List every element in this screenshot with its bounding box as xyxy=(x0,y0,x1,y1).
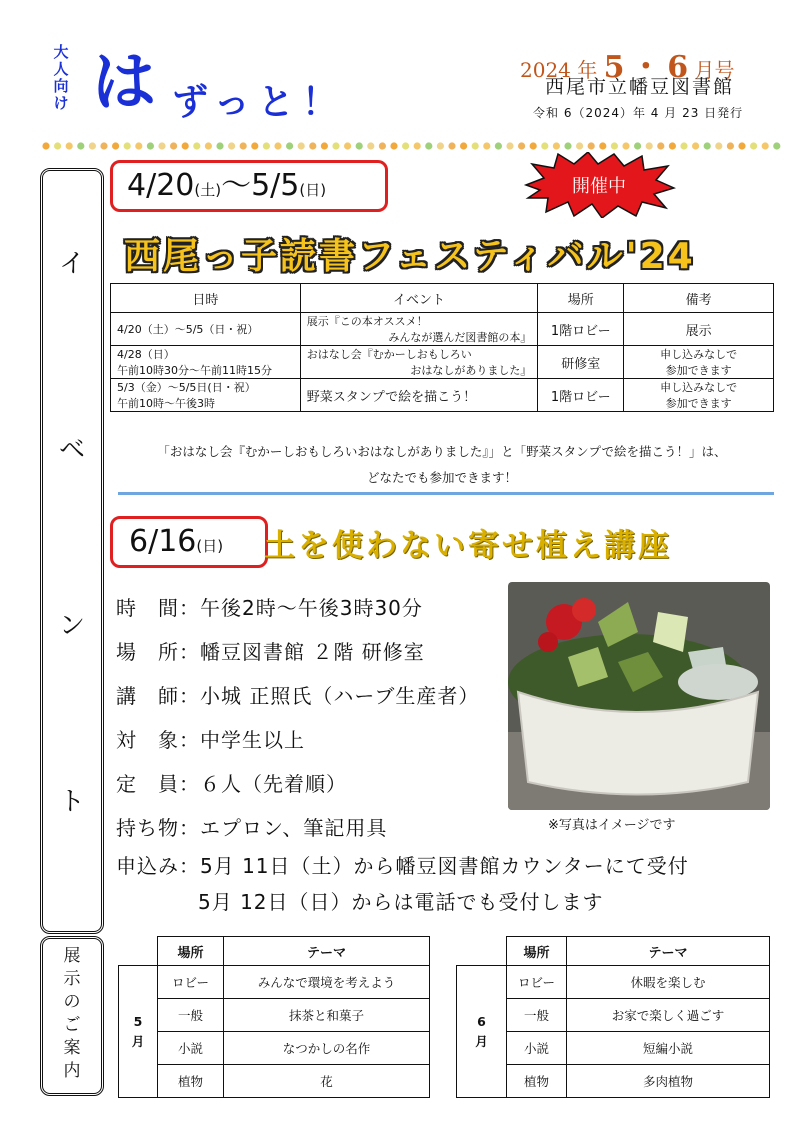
month-label: 5月 xyxy=(131,1013,145,1049)
decor-dot xyxy=(309,142,316,149)
detail-value: ６人（先着順） xyxy=(200,772,347,796)
decor-dot xyxy=(425,142,432,149)
newsletter-title-big: は xyxy=(92,45,156,120)
decor-dot xyxy=(263,142,270,149)
cell-place: 研修室 xyxy=(538,346,624,379)
apply-line-2: 5月 12日（日）からは電話でも受付します xyxy=(198,890,604,914)
decor-dot xyxy=(588,142,595,149)
decor-dot xyxy=(541,142,548,149)
exhibit-side-label xyxy=(43,945,101,1083)
decor-dot xyxy=(240,142,247,149)
decor-dot xyxy=(182,142,189,149)
cell-event: 野菜スタンプで絵を描こう！ xyxy=(300,379,538,412)
side-char: 案 xyxy=(63,1038,81,1058)
detail-value: 中学生以上 xyxy=(200,728,305,752)
decor-dot xyxy=(646,142,653,149)
cell-note xyxy=(624,346,774,379)
detail-label: 場 所： xyxy=(116,640,200,664)
target-audience-label: 大人向け xyxy=(53,43,69,112)
festival-note-line-1: 「おはなし会『むかーしおもしろいおはなしがありました』」と「野菜スタンプで絵を描こう！」は、 xyxy=(157,444,727,459)
decor-dot xyxy=(66,142,73,149)
decor-dot xyxy=(576,142,583,149)
side-char: イ xyxy=(58,249,85,279)
month-label: 6月 xyxy=(475,1013,488,1049)
cell-theme: お家で楽しく過ごす xyxy=(567,999,770,1032)
issue-dot: ・ xyxy=(630,50,661,85)
decor-dot xyxy=(89,142,96,149)
decor-dot xyxy=(77,142,84,149)
blank-corner xyxy=(457,937,507,966)
detail-bring xyxy=(116,812,387,841)
apply-line-1 xyxy=(116,850,689,879)
note-text: 申し込みなしで xyxy=(660,381,738,394)
decor-dot xyxy=(158,142,165,149)
detail-value: エプロン、筆記用具 xyxy=(200,816,388,840)
festival-date-box xyxy=(110,160,388,212)
side-char: 内 xyxy=(63,1061,81,1081)
exhibit-table-june xyxy=(456,936,770,1098)
column-header: テーマ xyxy=(224,937,430,966)
date-text: ～5/5 xyxy=(221,168,300,203)
detail-place xyxy=(116,636,425,665)
decor-dot xyxy=(599,142,606,149)
decor-dot xyxy=(495,142,502,149)
cell-place: ロビー xyxy=(158,966,224,999)
column-header: 日時 xyxy=(111,284,301,313)
cell-theme: なつかしの名作 xyxy=(224,1032,430,1065)
cell-note xyxy=(624,379,774,412)
column-header: 場所 xyxy=(158,937,224,966)
side-char: ト xyxy=(58,787,85,817)
cell-place: 植物 xyxy=(507,1065,567,1098)
detail-label: 申込み： xyxy=(116,854,200,878)
decor-dot xyxy=(692,142,699,149)
table-row xyxy=(111,313,774,346)
course-date-box xyxy=(110,516,268,568)
table-row xyxy=(119,966,430,999)
decor-dot xyxy=(564,142,571,149)
date-text: 6/16 xyxy=(129,524,197,559)
decor-dot xyxy=(518,142,525,149)
decor-dot xyxy=(193,142,200,149)
decor-dot xyxy=(321,142,328,149)
festival-title: 西尾っ子読書フェスティバル'24 xyxy=(124,236,696,277)
decor-dot xyxy=(448,142,455,149)
cell-note: 展示 xyxy=(624,313,774,346)
side-char: 展 xyxy=(63,946,81,966)
date-day: (日) xyxy=(299,181,327,199)
cell-theme: みんなで環境を考えよう xyxy=(224,966,430,999)
decor-dot xyxy=(42,142,49,149)
month-cell xyxy=(119,966,158,1098)
decor-dot xyxy=(402,142,409,149)
ongoing-badge xyxy=(522,152,676,218)
decor-dot xyxy=(414,142,421,149)
column-header: 場所 xyxy=(538,284,624,313)
decor-dot xyxy=(274,142,281,149)
decor-dot xyxy=(750,142,757,149)
decor-dot xyxy=(379,142,386,149)
decor-dot xyxy=(228,142,235,149)
cell-theme: 抹茶と和菓子 xyxy=(224,999,430,1032)
decor-dot xyxy=(124,142,131,149)
detail-value: 5月 11日（土）から幡豆図書館カウンターにて受付 xyxy=(200,854,689,878)
dotted-divider xyxy=(40,140,792,152)
detail-label: 持ち物： xyxy=(116,816,200,840)
cell-place: 植物 xyxy=(158,1065,224,1098)
event-text: おはなしがありました』 xyxy=(410,364,532,377)
issue-year: 2024 年 xyxy=(520,58,598,82)
library-name: 西尾市立幡豆図書館 xyxy=(545,76,735,98)
side-char: の xyxy=(63,992,81,1012)
decor-dot xyxy=(135,142,142,149)
table-header-row xyxy=(457,937,770,966)
decor-dot xyxy=(483,142,490,149)
cell-place: 一般 xyxy=(507,999,567,1032)
detail-label: 時 間： xyxy=(116,596,200,620)
event-side-banner xyxy=(40,168,104,934)
decor-dot xyxy=(530,142,537,149)
detail-target xyxy=(116,724,305,753)
detail-label: 対 象： xyxy=(116,728,200,752)
decor-dot xyxy=(657,142,664,149)
detail-lecturer xyxy=(116,680,479,709)
decor-dot xyxy=(472,142,479,149)
detail-label: 定 員： xyxy=(116,772,200,796)
table-row xyxy=(111,346,774,379)
event-text: おはなし会『むかーしおもしろい xyxy=(306,348,472,361)
time-text: 午前10時30分～午前11時15分 xyxy=(117,364,272,377)
exhibit-side-banner xyxy=(40,936,104,1096)
photo-caption: ※写真はイメージです xyxy=(548,818,676,833)
exhibit-table-may xyxy=(118,936,430,1098)
decor-dot xyxy=(506,142,513,149)
decor-dot xyxy=(622,142,629,149)
cell-place: 小説 xyxy=(507,1032,567,1065)
column-header: テーマ xyxy=(567,937,770,966)
table-header-row xyxy=(119,937,430,966)
decor-dot xyxy=(100,142,107,149)
date-text: 4/28（日） xyxy=(117,348,175,361)
cell-theme: 休暇を楽しむ xyxy=(567,966,770,999)
side-char: ン xyxy=(58,611,85,641)
decor-dot xyxy=(669,142,676,149)
side-char: ご xyxy=(63,1015,81,1035)
cell-theme: 短編小説 xyxy=(567,1032,770,1065)
note-text: 参加できます xyxy=(665,364,732,377)
blank-corner xyxy=(119,937,158,966)
decor-dot xyxy=(216,142,223,149)
column-header: イベント xyxy=(300,284,538,313)
festival-note-line-2: どなたでも参加できます！ xyxy=(366,470,517,485)
time-text: 午前10時～午後3時 xyxy=(117,397,215,410)
decor-dot xyxy=(680,142,687,149)
course-title: 土を使わない寄せ植え講座 xyxy=(264,528,672,564)
cell-event xyxy=(300,346,538,379)
table-header-row xyxy=(111,284,774,313)
note-text: 申し込みなしで xyxy=(660,348,738,361)
cell-theme: 多肉植物 xyxy=(567,1065,770,1098)
column-header: 場所 xyxy=(507,937,567,966)
side-char: 示 xyxy=(63,969,81,989)
detail-label: 講 師： xyxy=(116,684,200,708)
decor-dot xyxy=(147,142,154,149)
planter-photo xyxy=(508,582,770,810)
table-row xyxy=(457,966,770,999)
cell-theme: 花 xyxy=(224,1065,430,1098)
detail-value: 小城 正照氏（ハーブ生産者） xyxy=(200,684,480,708)
cell-date xyxy=(111,379,301,412)
decor-dot xyxy=(344,142,351,149)
decor-dot xyxy=(611,142,618,149)
decor-dot xyxy=(715,142,722,149)
decor-dot xyxy=(170,142,177,149)
cell-place: ロビー xyxy=(507,966,567,999)
decor-dot xyxy=(332,142,339,149)
decor-dot xyxy=(112,142,119,149)
badge-text: 開催中 xyxy=(572,176,626,196)
cell-place: 一般 xyxy=(158,999,224,1032)
issue-suffix: 月号 xyxy=(694,58,735,82)
decor-dot xyxy=(205,142,212,149)
side-char: ベ xyxy=(58,435,85,465)
cell-date xyxy=(111,313,301,346)
event-text: 展示『この本オススメ！ xyxy=(306,315,428,328)
note-text: 参加できます xyxy=(665,397,732,410)
decor-dot xyxy=(390,142,397,149)
cell-event xyxy=(300,313,538,346)
date-text: 4/20（土）～5/5（日・祝） xyxy=(117,323,259,336)
table-row xyxy=(119,999,430,1032)
newsletter-title-rest: ずっと！ xyxy=(172,81,346,123)
decor-dot xyxy=(367,142,374,149)
detail-capacity xyxy=(116,768,347,797)
event-text: みんなが選んだ図書館の本』 xyxy=(388,331,532,344)
publish-date: 令和 6（2024）年 4 月 23 日発行 xyxy=(533,106,744,120)
decor-dot xyxy=(251,142,258,149)
date-text: 5/3（金）～5/5日(日・祝） xyxy=(117,381,256,394)
cell-place: 小説 xyxy=(158,1032,224,1065)
month-cell xyxy=(457,966,507,1098)
section-divider xyxy=(118,492,774,495)
decor-dot xyxy=(286,142,293,149)
issue-month-1: 5 xyxy=(603,50,625,85)
column-header: 備考 xyxy=(624,284,774,313)
decor-dot xyxy=(773,142,780,149)
table-row xyxy=(119,1032,430,1065)
detail-value: 午後2時～午後3時30分 xyxy=(200,596,423,620)
table-row xyxy=(111,379,774,412)
decor-dot xyxy=(298,142,305,149)
decor-dot xyxy=(762,142,769,149)
decor-dot xyxy=(553,142,560,149)
decor-dot xyxy=(437,142,444,149)
date-day: (日) xyxy=(196,537,224,555)
cell-place: 1階ロビー xyxy=(538,313,624,346)
issue-month-2: 6 xyxy=(667,50,689,85)
decor-dot xyxy=(738,142,745,149)
detail-value: 幡豆図書館 ２階 研修室 xyxy=(200,640,425,664)
table-row xyxy=(119,1065,430,1098)
detail-time xyxy=(116,592,423,621)
decor-dot xyxy=(356,142,363,149)
decor-dot xyxy=(460,142,467,149)
event-table xyxy=(110,283,774,412)
cell-place: 1階ロビー xyxy=(538,379,624,412)
decor-dot xyxy=(704,142,711,149)
decor-dot xyxy=(634,142,641,149)
cell-date xyxy=(111,346,301,379)
date-day: (土) xyxy=(194,181,222,199)
decor-dot xyxy=(727,142,734,149)
date-text: 4/20 xyxy=(127,168,195,203)
decor-dot xyxy=(54,142,61,149)
